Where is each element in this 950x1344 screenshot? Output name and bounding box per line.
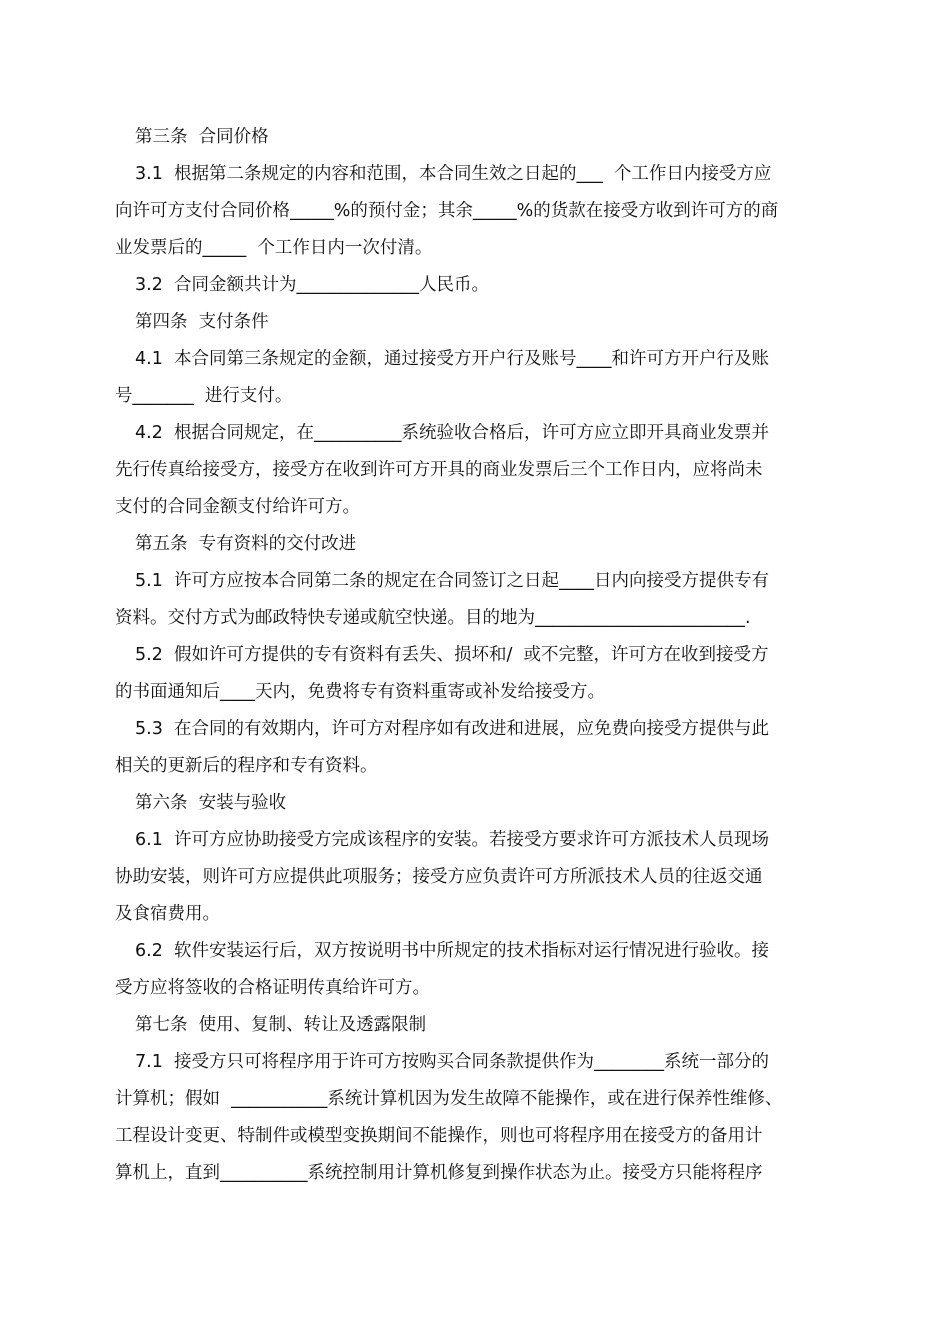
section-heading: 第五条 专有资料的交付改进 [135, 534, 357, 554]
clause-6-2-line-2: 受方应将签收的合格证明传真给许可方。 [115, 978, 430, 998]
clause-6-1-line-2: 协助安装，则许可方应提供此项服务；接受方应负责许可方所派技术人员的往返交通 [115, 867, 763, 887]
clause-4-1-line-1: 4.1 本合同第三条规定的金额，通过接受方开户行及账号____和许可方开户行及账 [135, 349, 769, 369]
clause-3-1-line-2: 向许可方支付合同价格_____%的预付金；其余_____%的货款在接受方收到许可方的商 [115, 201, 779, 221]
clause-5-2-line-2: 的书面通知后____天内，免费将专有资料重寄或补发给接受方。 [115, 682, 605, 702]
clause-6-1-line-3: 及食宿费用。 [115, 904, 220, 924]
section-heading: 第三条 合同价格 [135, 127, 269, 147]
clause-6-2-line-1: 6.2 软件安装运行后，双方按说明书中所规定的技术指标对运行情况进行验收。接 [135, 941, 769, 961]
clause-4-2-line-2: 先行传真给接受方，接受方在收到许可方开具的商业发票后三个工作日内，应将尚未 [115, 460, 763, 480]
clause-3-2-line-1: 3.2 合同金额共计为______________人民币。 [135, 275, 489, 295]
clause-4-2-line-3: 支付的合同金额支付给许可方。 [115, 497, 360, 517]
clause-3-1-line-1: 3.1 根据第二条规定的内容和范围，本合同生效之日起的___ 个工作日内接受方应 [135, 164, 772, 184]
clause-4-2-line-1: 4.2 根据合同规定，在__________系统验收合格后，许可方应立即开具商业发票并 [135, 423, 769, 443]
clause-3-1-line-3: 业发票后的_____ 个工作日内一次付清。 [115, 238, 433, 258]
clause-7-1-line-1: 7.1 接受方只可将程序用于许可方按购买合同条款提供作为________系统一部分的 [135, 1052, 769, 1072]
clause-5-1-line-2: 资料。交付方式为邮政特快专递或航空快递。目的地为________________________. [115, 608, 751, 628]
clause-5-2-line-1: 5.2 假如许可方提供的专有资料有丢失、损坏和/ 或不完整，许可方在收到接受方 [135, 645, 769, 665]
clause-5-3-line-2: 相关的更新后的程序和专有资料。 [115, 756, 378, 776]
clause-7-1-line-4: 算机上，直到__________系统控制用计算机修复到操作状态为止。接受方只能将程序 [115, 1163, 763, 1183]
clause-7-1-line-3: 工程设计变更、特制件或模型变换期间不能操作，则也可将程序用在接受方的备用计 [115, 1126, 763, 1146]
clause-7-1-line-2: 计算机；假如 ___________系统计算机因为发生故障不能操作，或在进行保养性维修、 [115, 1089, 783, 1109]
section-heading: 第七条 使用、复制、转让及透露限制 [135, 1015, 427, 1035]
document-page [115, 119, 837, 1192]
clause-4-1-line-2: 号_______ 进行支付。 [115, 386, 293, 406]
clause-5-1-line-1: 5.1 许可方应按本合同第二条的规定在合同签订之日起____日内向接受方提供专有 [135, 571, 769, 591]
clause-6-1-line-1: 6.1 许可方应协助接受方完成该程序的安装。若接受方要求许可方派技术人员现场 [135, 830, 769, 850]
section-heading: 第六条 安装与验收 [135, 793, 287, 813]
section-heading: 第四条 支付条件 [135, 312, 269, 332]
clause-5-3-line-1: 5.3 在合同的有效期内，许可方对程序如有改进和进展，应免费向接受方提供与此 [135, 719, 769, 739]
